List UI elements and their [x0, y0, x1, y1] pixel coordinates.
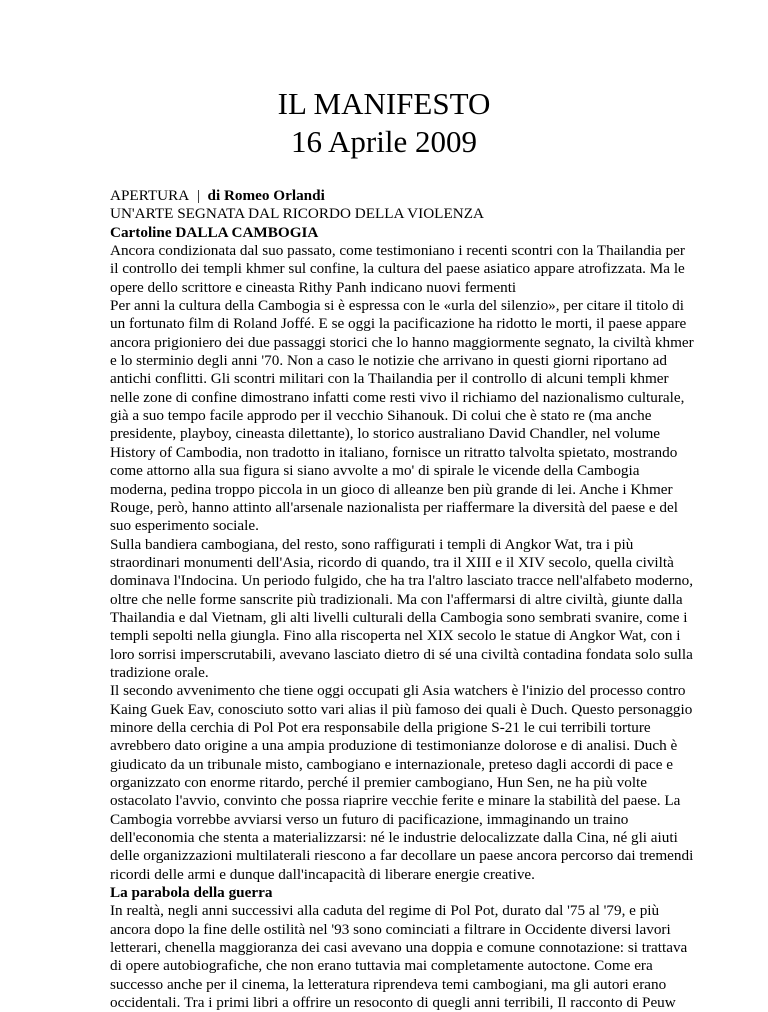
text-line: già a suo tempo facile approdo per il vecchio Sihanouk. Di colui che è stato re (ma anche — [110, 407, 652, 425]
text-line: templi sepolti nella giungla. Fino alla riscoperta nel XIX secolo le statue di Angkor Wat, con i — [110, 627, 681, 645]
text-line: e lo sterminio degli anni '70. Non a caso le notizie che arrivano in questi giorni riportano ad — [110, 352, 667, 370]
article-headline: Cartoline DALLA CAMBOGIA — [110, 223, 319, 241]
text-line: ancora prigioniero dei due passaggi storici che lo hanno maggiormente segnato, la civiltà khmer — [110, 333, 694, 351]
section-label: APERTURA — [110, 187, 190, 204]
text-line: moderna, pedina troppo piccola in un gioco di alleanze ben più grande di lei. Anche i Khmer — [110, 480, 673, 498]
text-line: successo anche per il cinema, la letteratura riprendeva temi cambogiani, ma gli autori erano — [110, 975, 667, 993]
article-body — [110, 187, 694, 1012]
text-line: Sulla bandiera cambogiana, del resto, sono raffigurati i templi di Angkor Wat, tra i più — [110, 535, 634, 553]
text-line: loro sorrisi imperscrutabili, avevano lasciato dietro di sé una civiltà contadina fondata solo sulla — [110, 645, 693, 663]
publication-date: 16 Aprile 2009 — [291, 124, 477, 159]
text-line: Ancora condizionata dal suo passato, come testimoniano i recenti scontri con la Thailandia per — [110, 242, 685, 260]
text-line: minore della cerchia di Pol Pot era responsabile della prigione S-21 le cui terribili torture — [110, 718, 651, 736]
text-line: Per anni la cultura della Cambogia si è espressa con le «urla del silenzio», per citare il titolo di — [110, 297, 684, 315]
article-paragraphs — [110, 242, 694, 1012]
text-line: ricordi delle armi e dunque dall'incapacità di liberare energie creative. — [110, 865, 535, 883]
text-line: Il secondo avvenimento che tiene oggi occupati gli Asia watchers è l'inizio del processo contro — [110, 682, 686, 700]
meta-separator: | — [189, 187, 208, 204]
text-line: opere dello scrittore e cineasta Rithy Panh indicano nuovi fermenti — [110, 278, 517, 296]
text-line: letterari, chenella maggioranza dei casi avevano una doppia e comune connotazione: si trattava — [110, 939, 688, 957]
newspaper-title: IL MANIFESTO — [277, 86, 491, 121]
text-line: Kaing Guek Eav, conosciuto sotto vari alias il più famoso dei quali è Duch. Questo personaggio — [110, 700, 693, 718]
text-line: ancora dopo la fine delle ostilità nel '93 sono cominciati a filtrare in Occidente diversi lavori — [110, 920, 671, 938]
text-line: oltre che nelle forme sanscrite più tradizionali. Ma con l'affermarsi di altre civiltà, giunte dalla — [110, 590, 683, 608]
byline: di Romeo Orlandi — [207, 187, 325, 204]
text-line: delle organizzazioni multilaterali riescono a far decollare un paese ancora percorso dai tremendi — [110, 847, 694, 865]
article-kicker: UN'ARTE SEGNATA DAL RICORDO DELLA VIOLENZA — [110, 205, 484, 223]
text-line: Rouge, però, hanno attinto all'arsenale nazionalista per riaffermare la diversità del paese e del — [110, 498, 678, 516]
text-line: dell'economia che stenta a materializzarsi: né le industrie delocalizzate dalla Cina, né gli aiuti — [110, 829, 678, 847]
text-line: Thailandia e dal Vietnam, gli alti livelli culturali della Cambogia sono sembrati svanire, come i — [110, 608, 688, 626]
document-title-block — [0, 85, 768, 161]
text-line: di opere autobiografiche, che non erano tuttavia mai completamente autoctone. Come era — [110, 957, 653, 975]
text-line: un fortunato film di Roland Joffé. E se oggi la pacificazione ha ridotto le morti, il paese appare — [110, 315, 687, 333]
section-subheading: La parabola della guerra — [110, 884, 273, 902]
text-line: History of Cambodia, non tradotto in italiano, fornisce un ritratto talvolta spietato, mostrando — [110, 443, 678, 461]
text-line: il controllo dei templi khmer sul confine, la cultura del paese asiatico appare atrofizzata. Ma le — [110, 260, 685, 278]
article-meta-line — [110, 187, 670, 205]
text-line: antichi conflitti. Gli scontri militari con la Thailandia per il controllo di alcuni templi khmer — [110, 370, 669, 388]
text-line: suo esperimento sociale. — [110, 517, 259, 535]
text-line: come attorno alla sua figura si siano avvolte a mo' di spirale le vicende della Cambogia — [110, 462, 640, 480]
text-line: presidente, playboy, cineasta dilettante), lo storico australiano David Chandler, nel volume — [110, 425, 661, 443]
text-line: In realtà, negli anni successivi alla caduta del regime di Pol Pot, durato dal '75 al '79, e più — [110, 902, 660, 920]
text-line: dominava l'Indocina. Un periodo fulgido, che ha tra l'altro lasciato tracce nell'alfabeto moderno, — [110, 572, 694, 590]
text-line: nelle zone di confine dimostrano infatti come resti vivo il richiamo del nazionalismo culturale, — [110, 388, 685, 406]
text-line: giudicato da un tribunale misto, cambogiano e internazionale, preteso dagli accordi di pace e — [110, 755, 673, 773]
text-line: organizzato con enorme ritardo, perché il premier cambogiano, Hun Sen, ne ha più volte — [110, 774, 647, 791]
text-line: tradizione orale. — [110, 663, 209, 681]
text-line: Cambogia vorrebbe avviarsi verso un futuro di pacificazione, immaginando un traino — [110, 810, 629, 828]
text-line: straordinari monumenti dell'Asia, ricordo di quando, tra il XIII e il XIV secolo, quella civiltà — [110, 553, 674, 571]
text-line: ostacolato l'avvio, convinto che possa riaprire vecchie ferite e minare la stabilità del paese. La — [110, 792, 681, 810]
text-line: occidentali. Tra i primi libri a offrire un resoconto di quegli anni terribili, Il racconto di Peuw — [110, 994, 676, 1012]
text-line: avrebbero dato origine a una ampia produzione di testimonianze dolorose e di analisi. Duch è — [110, 737, 678, 755]
